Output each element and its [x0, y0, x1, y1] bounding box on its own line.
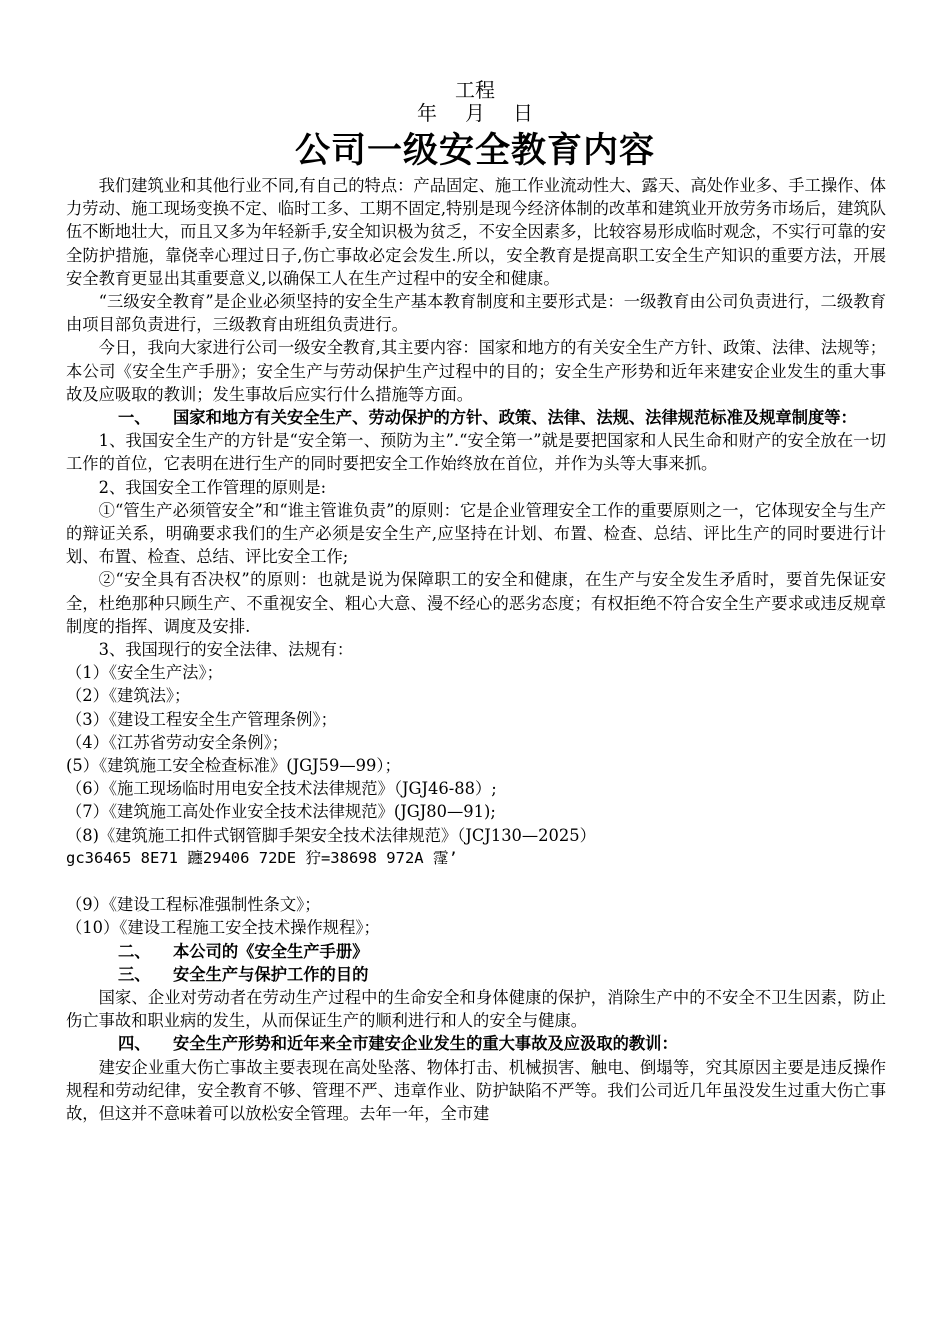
section-1-title: 国家和地方有关安全生产、劳动保护的方针、政策、法律、法规、法律规范标准及规章制度等：	[173, 408, 857, 428]
section-4-paragraph: 建安企业重大伤亡事故主要表现在高处坠落、物体打击、机械损害、触电、倒塌等，究其原因主要是违反操作规程和劳动纪律，安全教育不够、管理不严、违章作业、防护缺陷不严等。我们公司近几年虽没发生过重大伤亡事故，但这并不意味着可以放松安全管理。去年一年，全市建	[66, 1057, 886, 1123]
law-item: （7）《建筑施工高处作业安全技术法律规范》(JGJ80—91);	[66, 802, 496, 822]
section-3-title: 安全生产与保护工作的目的	[173, 964, 369, 984]
section-2-heading	[66, 940, 886, 963]
document-body	[66, 174, 886, 1125]
law-item: （4）《江苏省劳动安全条例》；	[66, 732, 289, 752]
date-day: 日	[513, 101, 533, 125]
section-1-paragraph-2: 2、我国安全工作管理的原则是:	[98, 477, 327, 497]
section-1-paragraph-4: ②“安全具有否决权”的原则：也就是说为保障职工的安全和健康，在生产与安全发生矛盾时，要首先保证安全，杜绝那种只顾生产、不重视安全、粗心大意、漫不经心的恶劣态度；有权拒绝不符合安全生产要求或违反规章制度的指挥、调度及安排.	[66, 570, 886, 636]
law-item: (5）《建筑施工安全检查标准》(JGJ59—99）；	[66, 756, 401, 776]
page-title: 公司一级安全教育内容	[294, 130, 655, 171]
section-1-paragraph-1: 1、我国安全生产的方针是“安全第一、预防为主”.“安全第一”就是要把国家和人民生命和财产的安全放在一切工作的首位，它表明在进行生产的同时要把安全工作始终放在首位，并作为头等大事来抓。	[66, 431, 886, 474]
law-item: （9）《建设工程标准强制性条文》；	[66, 895, 321, 915]
law-item: （2）《建筑法》；	[66, 686, 191, 706]
law-list	[66, 661, 886, 939]
section-4-heading	[66, 1032, 886, 1055]
law-item: （6）《施工现场临时用电安全技术法律规范》（JGJ46-88）;	[66, 779, 497, 799]
section-2-title: 本公司的《安全生产手册》	[173, 941, 369, 961]
section-1-paragraph-3: ①“管生产必须管安全”和“谁主管谁负责”的原则：它是企业管理安全工作的重要原则之一，它体现安全与生产的辩证关系，明确要求我们的生产必须是安全生产,应坚持在计划、布置、检查、总结、评比生产的同时要进行计划、布置、检查、总结、评比安全工作;	[66, 500, 886, 567]
intro-paragraph-2: “三级安全教育”是企业必须坚持的安全生产基本教育制度和主要形式是：一级教育由公司负责进行，二级教育由项目部负责进行，三级教育由班组负责进行。	[66, 292, 886, 335]
law-item: （3）《建设工程安全生产管理条例》；	[66, 709, 337, 729]
section-3-heading	[66, 963, 886, 986]
project-label: 工程	[455, 78, 495, 102]
law-item: （1）《安全生产法》；	[66, 663, 223, 683]
date-year: 年	[417, 101, 437, 125]
intro-paragraph-3: 今日，我向大家进行公司一级安全教育,其主要内容：国家和地方的有关安全生产方针、政策、法律、法规等；本公司《安全生产手册》；安全生产与劳动保护生产过程中的目的；安全生产形势和近年来建安企业发生的重大事故及应吸取的教训；发生事故后应实行什么措施等方面。	[66, 338, 886, 404]
section-3-number: 三、	[118, 964, 151, 984]
law-item: （10）《建设工程施工安全技术操作规程》；	[66, 918, 380, 938]
section-2-number: 二、	[118, 941, 151, 961]
date-line	[0, 101, 950, 125]
blank-line	[66, 870, 886, 893]
section-4-number: 四、	[118, 1034, 151, 1054]
section-1-number: 一、	[118, 408, 151, 428]
garbled-text-line: gc36465 8E71 躔29406 72DE 狞=38698 972A 霪’	[66, 848, 458, 867]
law-item: （8)《建筑施工扣件式钢管脚手架安全技术法律规范》（JCJ130—2025）	[66, 825, 596, 845]
section-4-title: 安全生产形势和近年来全市建安企业发生的重大事故及应汲取的教训：	[173, 1034, 678, 1054]
intro-paragraph-1: 我们建筑业和其他行业不同,有自己的特点：产品固定、施工作业流动性大、露天、高处作业多、手工操作、体力劳动、施工现场变换不定、临时工多、工期不固定,特别是现今经济体制的改革和建筑业开放劳务市场后，建筑队伍不断地壮大，而且又多为年轻新手,安全知识极为贫乏，不安全因素多，比较容易形成临时观念，不实行可靠的安全防护措施，靠侥幸心理过日子,伤亡事故必定会发生.所以，安全教育是提高职工安全生产知识的重要方法，开展安全教育更显出其重要意义,以确保工人在生产过程中的安全和健康。	[66, 176, 886, 288]
section-1-heading	[66, 406, 886, 429]
section-1-paragraph-5: 3、我国现行的安全法律、法规有：	[98, 640, 354, 660]
date-month: 月	[465, 101, 485, 125]
section-3-paragraph: 国家、企业对劳动者在劳动生产过程中的生命安全和身体健康的保护，消除生产中的不安全不卫生因素，防止伤亡事故和职业病的发生，从而保证生产的顺利进行和人的安全与健康。	[66, 987, 886, 1031]
